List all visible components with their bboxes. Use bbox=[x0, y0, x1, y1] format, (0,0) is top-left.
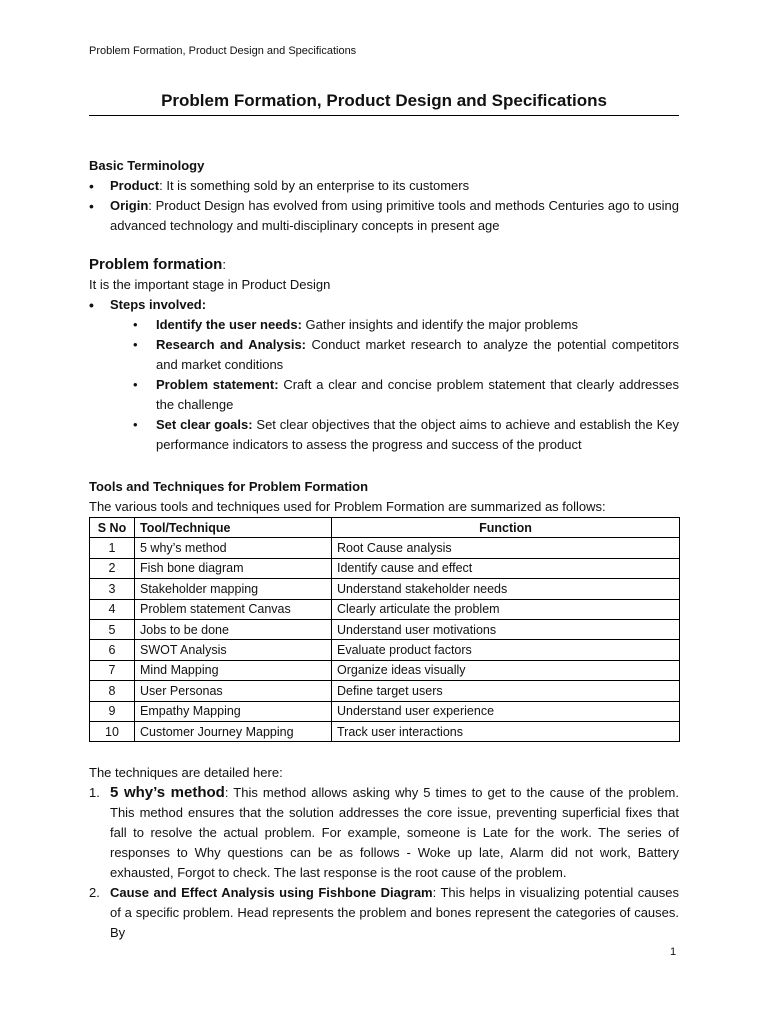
term-label: Origin bbox=[110, 198, 149, 213]
steps-sublist bbox=[89, 315, 679, 455]
table-row bbox=[90, 640, 680, 660]
steps-list bbox=[89, 295, 679, 315]
problem-formation-intro: It is the important stage in Product Design bbox=[89, 277, 331, 292]
page-number: 1 bbox=[670, 946, 677, 958]
cell-sno: 10 bbox=[90, 721, 135, 741]
list-item bbox=[89, 196, 679, 236]
list-item bbox=[89, 415, 679, 455]
table-row bbox=[90, 701, 680, 721]
steps-label: • Steps involved: bbox=[89, 295, 679, 315]
table-row bbox=[90, 660, 680, 680]
technique-label: 5 why’s method bbox=[110, 784, 225, 801]
cell-tool: Customer Journey Mapping bbox=[135, 721, 332, 741]
table-row bbox=[90, 721, 680, 741]
cell-function: Identify cause and effect bbox=[332, 558, 680, 578]
technique-label: Cause and Effect Analysis using Fishbone Diagram bbox=[110, 885, 433, 900]
page-title: Problem Formation, Product Design and Specifications bbox=[161, 91, 607, 110]
tools-table bbox=[89, 517, 680, 742]
cell-sno: 7 bbox=[90, 660, 135, 680]
cell-function: Understand user motivations bbox=[332, 619, 680, 639]
cell-function: Evaluate product factors bbox=[332, 640, 680, 660]
step-text: Gather insights and identify the major problems bbox=[301, 317, 578, 332]
cell-function: Organize ideas visually bbox=[332, 660, 680, 680]
cell-function: Understand user experience bbox=[332, 701, 680, 721]
tools-section bbox=[89, 477, 679, 517]
cell-tool: User Personas bbox=[135, 681, 332, 701]
list-item bbox=[89, 783, 679, 883]
cell-function: Clearly articulate the problem bbox=[332, 599, 680, 619]
heading-colon: : bbox=[222, 257, 226, 272]
list-item bbox=[89, 883, 679, 943]
table-row bbox=[90, 558, 680, 578]
step-label: Problem statement: bbox=[156, 377, 279, 392]
cell-tool: SWOT Analysis bbox=[135, 640, 332, 660]
cell-sno: 1 bbox=[90, 538, 135, 558]
techniques-list bbox=[89, 783, 679, 943]
cell-function: Track user interactions bbox=[332, 721, 680, 741]
terminology-list bbox=[89, 176, 679, 236]
item-number: 2. bbox=[89, 885, 100, 900]
cell-function: Root Cause analysis bbox=[332, 538, 680, 558]
step-label: Research and Analysis: bbox=[156, 337, 307, 352]
column-header-sno: S No bbox=[90, 518, 135, 538]
column-header-tool: Tool/Technique bbox=[135, 518, 332, 538]
cell-tool: Mind Mapping bbox=[135, 660, 332, 680]
basic-terminology-heading: Basic Terminology bbox=[89, 158, 205, 173]
cell-function: Understand stakeholder needs bbox=[332, 579, 680, 599]
table-header-row bbox=[90, 518, 680, 538]
step-text: Conduct market research to analyze the potential competitors and market conditions bbox=[156, 337, 679, 372]
step-text: Craft a clear and concise problem statement that clearly addresses the challenge bbox=[156, 377, 679, 412]
term-text: : It is something sold by an enterprise to its customers bbox=[159, 178, 470, 193]
step-text: Set clear objectives that the object aims to achieve and establish the Key performance indicators to assess the progress and success of the product bbox=[156, 417, 679, 452]
tools-heading: Tools and Techniques for Problem Formation bbox=[89, 479, 369, 494]
cell-tool: Problem statement Canvas bbox=[135, 599, 332, 619]
list-item bbox=[89, 315, 679, 335]
technique-text: : This helps in visualizing potential causes of a specific problem. Head represents the problem and bones represent the categories of causes. By bbox=[110, 885, 679, 940]
cell-tool: Empathy Mapping bbox=[135, 701, 332, 721]
list-item bbox=[89, 375, 679, 415]
cell-sno: 3 bbox=[90, 579, 135, 599]
cell-tool: Fish bone diagram bbox=[135, 558, 332, 578]
tools-intro: The various tools and techniques used for Problem Formation are summarized as follows: bbox=[89, 499, 606, 514]
cell-sno: 8 bbox=[90, 681, 135, 701]
cell-sno: 5 bbox=[90, 619, 135, 639]
list-item bbox=[89, 176, 679, 196]
cell-sno: 9 bbox=[90, 701, 135, 721]
technique-text: : This method allows asking why 5 times to get to the cause of the problem. This method ensures that the solution addresses the core issue, preventing superficial fixes that fall to resolve the actual problem. For example, someone is Late for the work. The series of responses to Why questions can be as follows - Woke up late, Alarm did not work, Battery exhausted, Forgot to check. The last response is the root cause of the problem. bbox=[110, 785, 679, 880]
cell-sno: 2 bbox=[90, 558, 135, 578]
techniques-intro: The techniques are detailed here: bbox=[89, 765, 283, 780]
techniques-section bbox=[89, 763, 679, 943]
problem-formation-section bbox=[89, 255, 679, 455]
running-header: Problem Formation, Product Design and Specifications bbox=[89, 45, 357, 57]
table-row bbox=[90, 538, 680, 558]
list-item bbox=[89, 335, 679, 375]
table-row bbox=[90, 681, 680, 701]
cell-tool: Jobs to be done bbox=[135, 619, 332, 639]
cell-sno: 6 bbox=[90, 640, 135, 660]
cell-tool: Stakeholder mapping bbox=[135, 579, 332, 599]
problem-formation-heading: Problem formation bbox=[89, 256, 223, 273]
cell-tool: 5 why’s method bbox=[135, 538, 332, 558]
item-number: 1. bbox=[89, 785, 100, 800]
table-row bbox=[90, 599, 680, 619]
basic-terminology-section bbox=[89, 156, 679, 236]
term-label: Product bbox=[110, 178, 160, 193]
cell-sno: 4 bbox=[90, 599, 135, 619]
column-header-function: Function bbox=[332, 518, 680, 538]
table-row bbox=[90, 579, 680, 599]
title-underline bbox=[89, 115, 679, 116]
step-label: Set clear goals: bbox=[156, 417, 253, 432]
term-text: : Product Design has evolved from using primitive tools and methods Centuries ago to using advanced technology and multi-disciplinary concepts in present age bbox=[110, 198, 679, 233]
table-row bbox=[90, 619, 680, 639]
cell-function: Define target users bbox=[332, 681, 680, 701]
step-label: Identify the user needs: bbox=[156, 317, 302, 332]
